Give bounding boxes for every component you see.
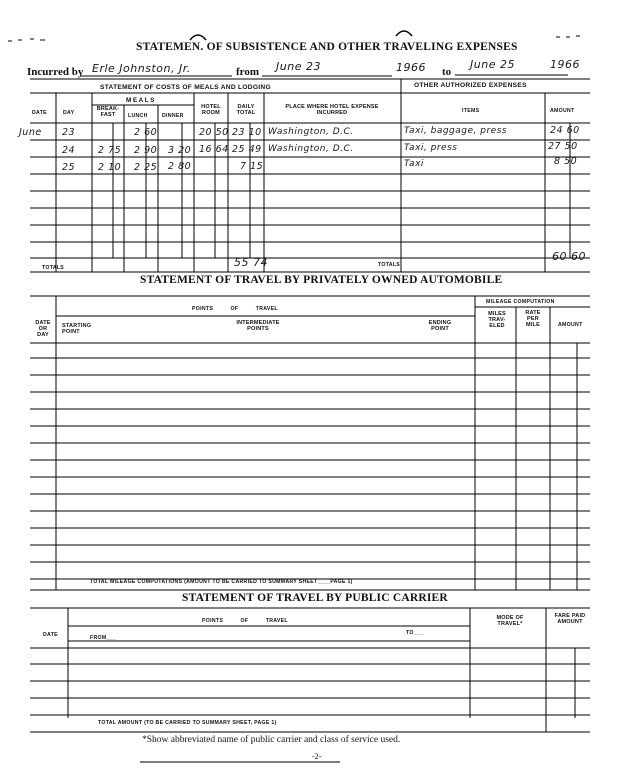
auto-col-date: DATE OR DAY bbox=[35, 320, 51, 338]
row-lunch[interactable]: 2 25 bbox=[134, 162, 158, 173]
auto-col-rate: RATE PER MILE bbox=[525, 310, 541, 328]
page-number: -2- bbox=[312, 752, 322, 761]
other-item[interactable]: Taxi, baggage, press bbox=[404, 126, 508, 136]
meals-section-title: STATEMENT OF COSTS OF MEALS AND LODGING bbox=[100, 84, 271, 91]
from-year-value[interactable]: 1966 bbox=[396, 61, 426, 74]
to-label: to bbox=[442, 66, 452, 78]
from-date-value[interactable]: June 23 bbox=[276, 60, 321, 73]
mileage-header: MILEAGE COMPUTATION bbox=[486, 299, 555, 305]
other-amount[interactable]: 24 60 bbox=[550, 125, 580, 136]
meals-header: MEALS bbox=[126, 97, 156, 104]
public-col-fare: FARE PAID AMOUNT bbox=[554, 613, 586, 625]
auto-col-miles: MILES TRAV-ELED bbox=[488, 311, 506, 329]
row-lunch[interactable]: 2 60 bbox=[134, 127, 158, 138]
public-points-header: POINTS OF TRAVEL bbox=[202, 618, 288, 624]
public-col-date: DATE bbox=[43, 632, 58, 638]
row-place[interactable]: Washington, D.C. bbox=[268, 144, 354, 154]
col-items: ITEMS bbox=[462, 108, 480, 114]
row-dinner[interactable]: 3 20 bbox=[168, 145, 192, 156]
to-year-value[interactable]: 1966 bbox=[550, 58, 580, 71]
row-place[interactable]: Washington, D.C. bbox=[268, 127, 354, 137]
row-hotel[interactable]: 20 50 bbox=[199, 127, 229, 138]
col-amount: AMOUNT bbox=[550, 108, 575, 114]
col-hotel-room: HOTEL ROOM bbox=[201, 104, 221, 116]
auto-col-ending: ENDING POINT bbox=[428, 320, 452, 332]
auto-col-starting: STARTING POINT bbox=[62, 323, 92, 335]
other-item[interactable]: Taxi bbox=[404, 159, 424, 169]
other-expenses-title: OTHER AUTHORIZED EXPENSES bbox=[414, 82, 527, 89]
public-to-label: TO___ bbox=[406, 630, 424, 636]
auto-col-intermediate: INTERMEDIATE POINTS bbox=[236, 320, 280, 332]
auto-total-line: TOTAL MILEAGE COMPUTATIONS (AMOUNT TO BE CARRIED TO SUMMARY SHEET____PAGE 1) bbox=[90, 579, 353, 585]
row-daily[interactable]: 23 10 bbox=[232, 127, 262, 138]
col-date: DATE bbox=[32, 110, 47, 116]
meals-totals-label: TOTALS bbox=[42, 265, 65, 271]
auto-points-header: POINTS OF TRAVEL bbox=[192, 306, 278, 312]
public-from-label: FROM___ bbox=[90, 635, 117, 641]
from-label: from bbox=[236, 66, 260, 78]
public-col-mode: MODE OF TRAVEL* bbox=[496, 615, 524, 627]
row-daily[interactable]: 7 15 bbox=[240, 161, 264, 172]
row-breakfast[interactable]: 2 10 bbox=[98, 162, 122, 173]
col-breakfast: BREAK-FAST bbox=[96, 106, 120, 118]
col-day: DAY bbox=[63, 110, 75, 116]
auto-col-amount: AMOUNT bbox=[558, 322, 583, 328]
col-daily-total: DAILY TOTAL bbox=[236, 104, 256, 116]
public-section-title: STATEMENT OF TRAVEL BY PUBLIC CARRIER bbox=[182, 592, 448, 604]
other-amount[interactable]: 27 50 bbox=[548, 141, 578, 152]
form-title: STATEMEN. OF SUBSISTENCE AND OTHER TRAVELING EXPENSES bbox=[136, 41, 518, 53]
to-date-value[interactable]: June 25 bbox=[470, 58, 515, 71]
col-place: PLACE WHERE HOTEL EXPENSE INCURRED bbox=[285, 104, 379, 116]
row-day[interactable]: 23 bbox=[62, 127, 76, 138]
other-item[interactable]: Taxi, press bbox=[404, 143, 458, 153]
row-daily[interactable]: 25 49 bbox=[232, 144, 262, 155]
row-day[interactable]: 25 bbox=[62, 162, 76, 173]
row-lunch[interactable]: 2 90 bbox=[134, 145, 158, 156]
footnote: *Show abbreviated name of public carrier and class of service used. bbox=[142, 735, 401, 745]
col-lunch: LUNCH bbox=[128, 113, 148, 119]
other-amount[interactable]: 8 50 bbox=[554, 156, 578, 167]
incurred-by-label: Incurred by bbox=[27, 66, 84, 78]
auto-section-title: STATEMENT OF TRAVEL BY PRIVATELY OWNED AUTOMOBILE bbox=[140, 274, 503, 286]
col-dinner: DINNER bbox=[162, 113, 184, 119]
row-breakfast[interactable]: 2 75 bbox=[98, 145, 122, 156]
other-totals-label: TOTALS bbox=[378, 262, 401, 268]
row-date[interactable]: June bbox=[19, 127, 42, 138]
meals-total-value[interactable]: 55 74 bbox=[234, 256, 268, 269]
row-hotel[interactable]: 16 64 bbox=[199, 144, 229, 155]
row-day[interactable]: 24 bbox=[62, 145, 76, 156]
row-dinner[interactable]: 2 80 bbox=[168, 161, 192, 172]
other-total-value[interactable]: 60 60 bbox=[552, 250, 586, 263]
public-total-line: TOTAL AMOUNT (TO BE CARRIED TO SUMMARY SHEET, PAGE 1) bbox=[98, 720, 277, 726]
incurred-by-value[interactable]: Erle Johnston, Jr. bbox=[92, 62, 191, 75]
